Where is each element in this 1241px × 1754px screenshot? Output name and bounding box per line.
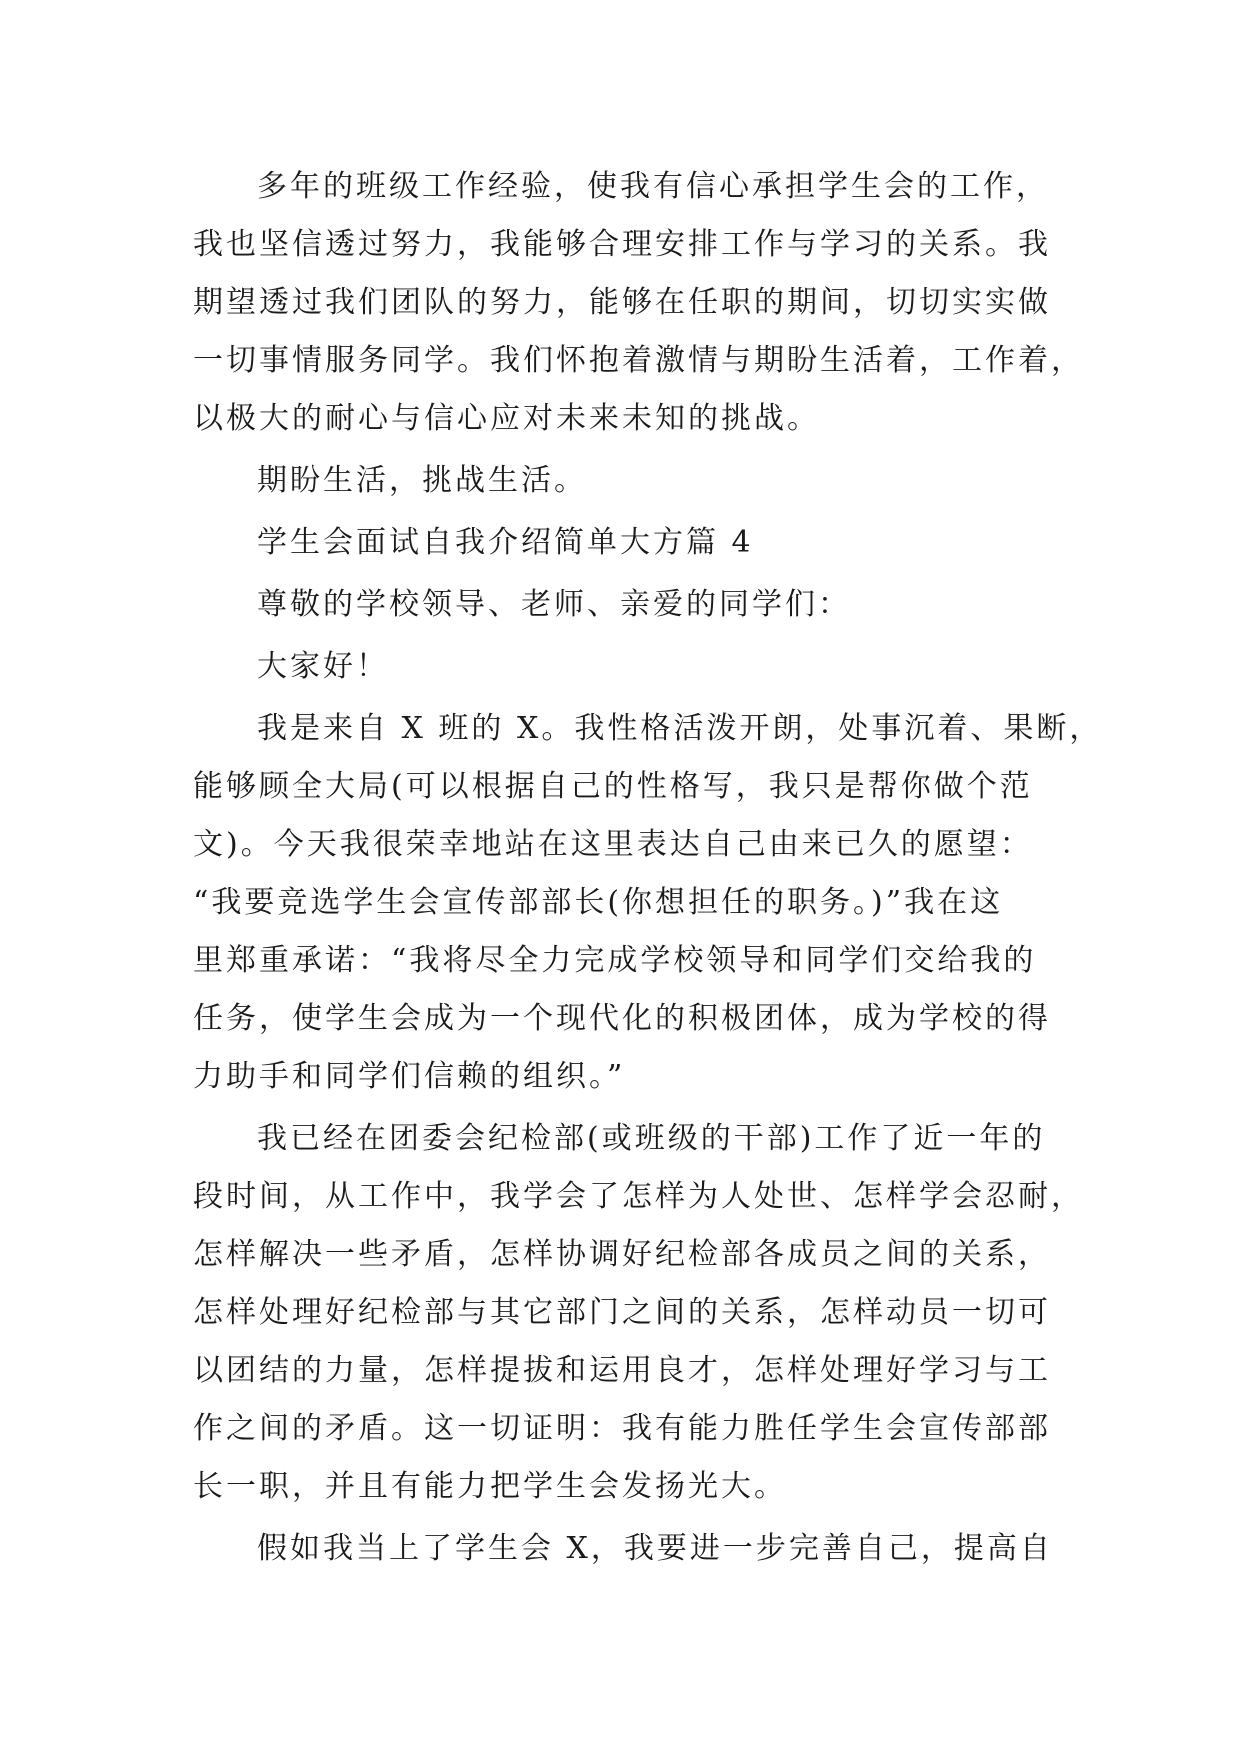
text-line: 怎样处理好纪检部与其它部门之间的关系，怎样动员一切可 <box>193 1295 1051 1330</box>
text-line: 我也坚信透过努力，我能够合理安排工作与学习的关系。我 <box>193 227 1051 262</box>
text-line: 一切事情服务同学。我们怀抱着激情与期盼生活着，工作着， <box>193 343 1084 378</box>
text-line: 以团结的力量，怎样提拔和运用良才，怎样处理好学习与工 <box>193 1353 1051 1388</box>
section-title: 学生会面试自我介绍简单大方篇 4 <box>257 525 754 560</box>
paragraph <box>193 1110 1084 1516</box>
text-line: 长一职，并且有能力把学生会发扬光大。 <box>193 1469 787 1504</box>
text-line: 多年的班级工作经验，使我有信心承担学生会的工作， <box>257 169 1049 204</box>
text-line: 作之间的矛盾。这一切证明：我有能力胜任学生会宣传部部 <box>193 1411 1051 1446</box>
text-line: 任务，使学生会成为一个现代化的积极团体，成为学校的得 <box>193 1001 1051 1036</box>
text-line: 怎样解决一些矛盾，怎样协调好纪检部各成员之间的关系， <box>193 1237 1051 1272</box>
greeting: 大家好！ <box>257 649 389 684</box>
document-body <box>193 158 1103 1578</box>
text-line: 力助手和同学们信赖的组织。” <box>193 1059 626 1094</box>
paragraph: 期盼生活，挑战生活。 <box>257 463 587 498</box>
text-line: 文)。今天我很荣幸地站在这里表达自己由来已久的愿望： <box>193 827 1033 862</box>
text-line: 以极大的耐心与信心应对未来未知的挑战。 <box>193 401 820 436</box>
text-line: “我要竞选学生会宣传部部长(你想担任的职务。)”我在这 <box>193 885 1004 920</box>
text-line: 期望透过我们团队的努力，能够在任职的期间，切切实实做 <box>193 285 1051 320</box>
text-line: 能够顾全大局(可以根据自己的性格写，我只是帮你做个范 <box>193 769 1033 804</box>
text-line: 假如我当上了学生会 X，我要进一步完善自己，提高自 <box>257 1531 1053 1566</box>
salutation: 尊敬的学校领导、老师、亲爱的同学们： <box>257 587 851 622</box>
text-line: 我是来自 X 班的 X。我性格活泼开朗，处事沉着、果断， <box>257 711 1103 746</box>
text-line: 段时间，从工作中，我学会了怎样为人处世、怎样学会忍耐， <box>193 1179 1084 1214</box>
paragraph <box>193 158 1084 448</box>
paragraph <box>193 700 1103 1106</box>
text-line: 我已经在团委会纪检部(或班级的干部)工作了近一年的 <box>257 1121 1046 1156</box>
text-line: 里郑重承诺：“我将尽全力完成学校领导和同学们交给我的 <box>193 943 1037 978</box>
paragraph <box>193 1520 1073 1578</box>
